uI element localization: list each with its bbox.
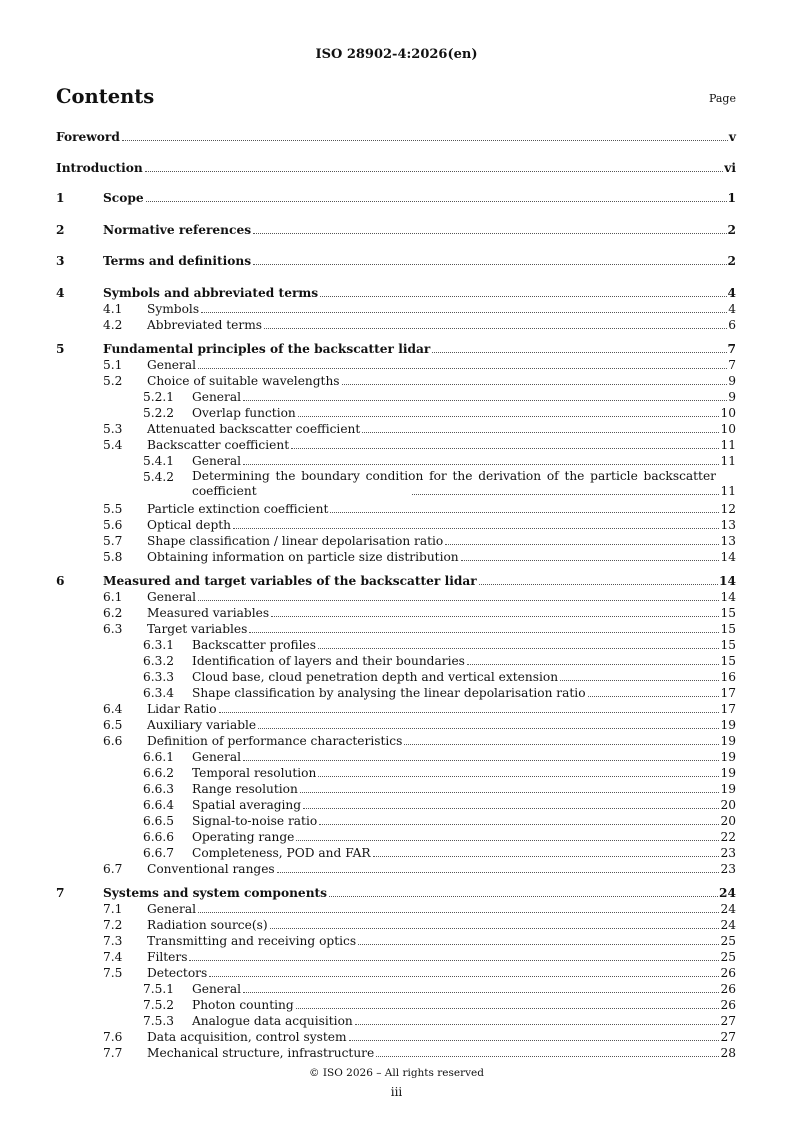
toc-entry-number: 7.1 (103, 901, 123, 916)
toc-entry[interactable] (0, 357, 793, 373)
toc-entry-title: Fundamental principles of the backscatter lidar (103, 341, 431, 356)
dot-leader (355, 1024, 720, 1025)
toc-entry-title: General (147, 589, 196, 604)
toc-entry-title: Analogue data acquisition (192, 1013, 353, 1028)
dot-leader (298, 416, 720, 417)
toc-entry[interactable] (0, 621, 793, 637)
dot-leader (296, 1008, 720, 1009)
toc-entry[interactable] (0, 605, 793, 621)
toc-entry[interactable] (0, 933, 793, 949)
toc-entry[interactable] (0, 885, 793, 901)
toc-entry-title: Photon counting (192, 997, 294, 1012)
toc-entry-number: 5.6 (103, 517, 123, 532)
toc-entry[interactable] (0, 949, 793, 965)
toc-entry[interactable] (0, 797, 793, 813)
toc-entry-number: 6.6.7 (143, 845, 175, 860)
toc-entry-page: 25 (720, 949, 736, 964)
toc-entry-number: 6.3.3 (143, 669, 175, 684)
toc-entry-number: 6.3.1 (143, 637, 175, 652)
toc-entry-number: 7 (56, 885, 65, 900)
dot-leader (318, 776, 719, 777)
toc-entry-page: 4 (728, 301, 736, 316)
toc-entry-page: 20 (720, 797, 736, 812)
toc-entry[interactable] (0, 765, 793, 781)
toc-entry-number: 6.6.6 (143, 829, 175, 844)
dot-leader (264, 328, 727, 329)
toc-entry[interactable] (0, 453, 793, 469)
toc-entry-title: Shape classification by analysing the linear depolarisation ratio (192, 685, 586, 700)
toc-entry-number: 7.4 (103, 949, 123, 964)
toc-entry-title: Cloud base, cloud penetration depth and vertical extension (192, 669, 559, 684)
toc-entry-page: 2 (727, 222, 736, 237)
toc-entry-page: 9 (728, 373, 736, 388)
toc-entry-number: 5.2.1 (143, 389, 175, 404)
toc-entry-number: 6.7 (103, 861, 123, 876)
dot-leader (243, 400, 727, 401)
toc-entry-page: 19 (720, 749, 736, 764)
toc-entry-title: Optical depth (147, 517, 232, 532)
copyright-notice: © ISO 2026 – All rights reserved (309, 1067, 484, 1079)
toc-entry-number: 7.5.2 (143, 997, 175, 1012)
toc-entry-page: 13 (720, 517, 736, 532)
page-column-label: Page (708, 92, 736, 105)
toc-entry[interactable] (0, 589, 793, 605)
toc-entry-number: 4.1 (103, 301, 123, 316)
dot-leader (253, 233, 726, 234)
toc-entry-title: Systems and system components (103, 885, 328, 900)
toc-entry[interactable] (0, 389, 793, 405)
toc-entry[interactable] (0, 781, 793, 797)
toc-entry-page: 10 (720, 405, 736, 420)
toc-entry-number: 7.5.3 (143, 1013, 175, 1028)
toc-entry[interactable] (0, 341, 793, 357)
dot-leader (404, 744, 719, 745)
toc-entry-page: 24 (720, 901, 736, 916)
dot-leader (300, 792, 720, 793)
toc-entry-number: 7.5 (103, 965, 123, 980)
toc-entry-page: 16 (720, 669, 736, 684)
toc-entry-number: 5.5 (103, 501, 123, 516)
toc-entry[interactable] (0, 813, 793, 829)
toc-entry-page: 19 (720, 733, 736, 748)
dot-leader (358, 944, 719, 945)
toc-entry-number: 6.1 (103, 589, 123, 604)
toc-entry[interactable] (0, 160, 793, 176)
dot-leader (373, 856, 720, 857)
toc-entry[interactable] (0, 373, 793, 389)
toc-entry[interactable] (0, 549, 793, 565)
toc-entry-page: 15 (720, 637, 736, 652)
toc-entry-number: 6 (56, 573, 65, 588)
toc-entry-page: 14 (719, 573, 736, 588)
toc-entry[interactable] (0, 222, 793, 238)
dot-leader (198, 912, 719, 913)
toc-entry-page: 11 (720, 437, 736, 452)
toc-entry[interactable] (0, 501, 793, 517)
toc-entry[interactable] (0, 685, 793, 701)
toc-entry-title: Backscatter coefficient (147, 437, 290, 452)
toc-entry-number: 6.3 (103, 621, 123, 636)
dot-leader (445, 544, 719, 545)
toc-entry-title: Operating range (192, 829, 295, 844)
dot-leader (560, 680, 719, 681)
toc-entry-page: 6 (728, 317, 736, 332)
toc-entry-number: 4 (56, 285, 65, 300)
dot-leader (291, 448, 719, 449)
toc-entry-number: 2 (56, 222, 65, 237)
toc-entry-title: Normative references (103, 222, 252, 237)
toc-entry-page: 1 (727, 191, 736, 205)
toc-entry[interactable] (0, 717, 793, 733)
toc-entry-number: 5.4 (103, 437, 123, 452)
dot-leader (253, 264, 726, 265)
toc-entry[interactable] (0, 965, 793, 981)
dot-leader (145, 171, 723, 172)
dot-leader (198, 368, 727, 369)
document-header: ISO 28902-4:2026(en) (315, 47, 478, 62)
toc-entry-title: Mechanical structure, infrastructure (147, 1045, 375, 1060)
toc-entry-title: Symbols (147, 301, 200, 316)
dot-leader (303, 808, 719, 809)
toc-entry-number: 6.6.3 (143, 781, 175, 796)
toc-entry[interactable] (0, 317, 793, 333)
toc-entry-title: Lidar Ratio (147, 701, 217, 716)
toc-entry-title: General (147, 357, 196, 372)
toc-entry-title: Overlap function (192, 405, 296, 420)
toc-entry-page: 26 (720, 997, 736, 1012)
toc-entry-page: 7 (727, 341, 736, 356)
toc-entry[interactable] (0, 1013, 793, 1029)
toc-entry[interactable] (0, 981, 793, 997)
dot-leader (376, 1056, 719, 1057)
toc-entry-number: 5.8 (103, 549, 123, 564)
toc-entry-number: 6.3.2 (143, 653, 175, 668)
dot-leader (329, 896, 718, 897)
contents-title: Contents (56, 85, 155, 108)
toc-entry-page: 27 (720, 1013, 736, 1028)
toc-entry-title: Completeness, POD and FAR (192, 845, 371, 860)
toc-entry-page: 10 (720, 421, 736, 436)
toc-entry-title: Introduction (56, 160, 143, 175)
toc-entry-page: 7 (728, 357, 736, 372)
toc-entry[interactable] (0, 405, 793, 421)
dot-leader (122, 140, 728, 141)
toc-entry-page: vi (724, 160, 736, 175)
toc-entry-number: 6.3.4 (143, 685, 175, 700)
toc-entry[interactable] (0, 129, 793, 145)
dot-leader (146, 201, 727, 202)
toc-entry-title: Backscatter profiles (192, 637, 316, 652)
dot-leader (461, 560, 720, 561)
toc-entry-page: 13 (720, 533, 736, 548)
toc-entry-title: Identification of layers and their boundaries (192, 653, 465, 668)
dot-leader (271, 616, 719, 617)
toc-entry-page: 15 (720, 621, 736, 636)
toc-entry-title: Detectors (147, 965, 208, 980)
toc-entry[interactable] (0, 190, 793, 206)
toc-entry-title: Definition of performance characteristics (147, 733, 403, 748)
toc-entry-page: 14 (720, 589, 736, 604)
toc-entry-page: 15 (720, 605, 736, 620)
dot-leader (219, 712, 720, 713)
toc-entry-page: 20 (720, 813, 736, 828)
toc-entry-number: 6.6.5 (143, 813, 175, 828)
toc-entry-title: Range resolution (192, 781, 298, 796)
toc-entry[interactable] (0, 653, 793, 669)
toc-entry-page: 2 (727, 254, 736, 268)
toc-entry-number: 6.6.1 (143, 749, 175, 764)
dot-leader (342, 384, 728, 385)
toc-entry-number: 7.2 (103, 917, 123, 932)
toc-entry[interactable] (0, 301, 793, 317)
dot-leader (270, 928, 720, 929)
toc-entry-title: Radiation source(s) (147, 917, 268, 932)
dot-leader (432, 352, 726, 353)
toc-entry[interactable] (0, 533, 793, 549)
toc-entry-number: 7.3 (103, 933, 123, 948)
toc-entry-page: 19 (720, 781, 736, 796)
toc-entry-title: Filters (147, 949, 188, 964)
dot-leader (277, 872, 720, 873)
toc-entry-title: General (192, 389, 241, 404)
toc-entry-number: 6.2 (103, 605, 123, 620)
toc-entry-number: 7.7 (103, 1045, 123, 1060)
toc-entry-page: 24 (720, 917, 736, 932)
toc-entry-title: Auxiliary variable (147, 717, 257, 732)
toc-entry[interactable] (0, 1045, 793, 1061)
toc-entry-page: 28 (720, 1045, 736, 1060)
toc-entry-number: 6.6.2 (143, 765, 175, 780)
toc-entry[interactable] (0, 253, 793, 269)
toc-entry[interactable] (0, 861, 793, 877)
toc-entry-number: 5.1 (103, 357, 123, 372)
toc-entry[interactable] (0, 901, 793, 917)
toc-entry-page: 25 (720, 933, 736, 948)
toc-entry-number: 5.2.2 (143, 405, 175, 420)
dot-leader (198, 600, 719, 601)
toc-entry-page: 26 (720, 981, 736, 996)
dot-leader (243, 464, 719, 465)
toc-entry-page: 9 (728, 389, 736, 404)
toc-entry[interactable] (0, 573, 793, 589)
toc-entry-number: 3 (56, 254, 65, 268)
toc-entry[interactable] (0, 469, 793, 499)
toc-entry-title: Target variables (147, 621, 248, 636)
toc-entry[interactable] (0, 1029, 793, 1045)
toc-entry-page: 11 (720, 483, 736, 498)
toc-entry[interactable] (0, 517, 793, 533)
toc-entry-title: Signal-to-noise ratio (192, 813, 318, 828)
dot-leader (362, 432, 719, 433)
dot-leader (319, 824, 719, 825)
toc-entry[interactable] (0, 669, 793, 685)
dot-leader (233, 528, 719, 529)
toc-entry[interactable] (0, 285, 793, 301)
toc-entry-page: 27 (720, 1029, 736, 1044)
toc-entry[interactable] (0, 845, 793, 861)
toc-entry-page: 17 (720, 701, 736, 716)
toc-entry[interactable] (0, 637, 793, 653)
dot-leader (330, 512, 719, 513)
toc-entry-title: Choice of suitable wavelengths (147, 373, 340, 388)
dot-leader (479, 584, 718, 585)
toc-entry-number: 1 (56, 191, 65, 205)
toc-entry[interactable] (0, 733, 793, 749)
dot-leader (243, 992, 719, 993)
toc-entry-title: General (192, 981, 241, 996)
toc-entry-title: Conventional ranges (147, 861, 275, 876)
toc-entry-title: Shape classification / linear depolarisation ratio (147, 533, 444, 548)
toc-entry-page: 14 (720, 549, 736, 564)
toc-entry-title: Symbols and abbreviated terms (103, 285, 319, 300)
toc-entry-title: Foreword (56, 130, 120, 144)
toc-entry-title: Abbreviated terms (147, 317, 263, 332)
dot-leader (320, 296, 726, 297)
toc-entry-title: General (192, 453, 241, 468)
toc-entry-number: 5 (56, 341, 65, 356)
toc-entry-number: 6.4 (103, 701, 123, 716)
toc-entry-page: 15 (720, 653, 736, 668)
dot-leader (588, 696, 720, 697)
toc-entry-title: General (192, 749, 241, 764)
dot-leader (243, 760, 719, 761)
toc-entry-number: 7.5.1 (143, 981, 175, 996)
toc-entry-title: Obtaining information on particle size distribution (147, 549, 459, 564)
toc-entry-page: 23 (720, 861, 736, 876)
dot-leader (249, 632, 719, 633)
toc-entry[interactable] (0, 749, 793, 765)
toc-entry-number: 5.3 (103, 421, 123, 436)
toc-entry[interactable] (0, 421, 793, 437)
dot-leader (412, 494, 719, 495)
toc-entry[interactable] (0, 437, 793, 453)
toc-entry-title: Scope (103, 191, 144, 205)
toc-entry-title: Temporal resolution (192, 765, 317, 780)
dot-leader (209, 976, 719, 977)
toc-entry-page: 12 (720, 501, 736, 516)
toc-entry-page: 23 (720, 845, 736, 860)
toc-entry-title: Particle extinction coefficient (147, 501, 329, 516)
toc-entry-page: 26 (720, 965, 736, 980)
toc-entry-page: 17 (720, 685, 736, 700)
toc-entry-number: 6.6.4 (143, 797, 175, 812)
dot-leader (296, 840, 719, 841)
dot-leader (189, 960, 719, 961)
toc-entry[interactable] (0, 917, 793, 933)
toc-entry-title: Data acquisition, control system (147, 1029, 347, 1044)
toc-entry-page: 19 (720, 765, 736, 780)
dot-leader (467, 664, 720, 665)
dot-leader (258, 728, 719, 729)
toc-entry[interactable] (0, 829, 793, 845)
toc-entry-number: 5.4.1 (143, 453, 175, 468)
toc-entry-title: Determining the boundary condition for the derivation of the particle backscatter coefficient (192, 468, 716, 498)
toc-entry-number: 6.6 (103, 733, 123, 748)
toc-entry-title: Terms and definitions (103, 254, 252, 268)
toc-entry[interactable] (0, 997, 793, 1013)
dot-leader (349, 1040, 720, 1041)
toc-entry-number: 4.2 (103, 317, 123, 332)
toc-entry-title: Measured and target variables of the backscatter lidar (103, 573, 477, 588)
toc-entry-page: v (728, 130, 736, 144)
toc-entry-page: 11 (720, 453, 736, 468)
toc-entry-title: Transmitting and receiving optics (147, 933, 357, 948)
toc-entry-number: 7.6 (103, 1029, 123, 1044)
page-number: iii (390, 1085, 403, 1099)
toc-entry-number: 5.2 (103, 373, 123, 388)
toc-entry-page: 24 (719, 885, 736, 900)
toc-entry-title: Attenuated backscatter coefficient (147, 421, 361, 436)
dot-leader (318, 648, 720, 649)
toc-entry-title: General (147, 901, 196, 916)
toc-entry-page: 22 (720, 829, 736, 844)
toc-entry-page: 4 (727, 285, 736, 300)
toc-entry-title: Measured variables (147, 605, 270, 620)
toc-entry-number: 6.5 (103, 717, 123, 732)
toc-entry-page: 19 (720, 717, 736, 732)
toc-entry[interactable] (0, 701, 793, 717)
toc-entry-number: 5.4.2 (143, 469, 175, 484)
toc-entry-title: Spatial averaging (192, 797, 302, 812)
dot-leader (201, 312, 727, 313)
toc-entry-number: 5.7 (103, 533, 123, 548)
